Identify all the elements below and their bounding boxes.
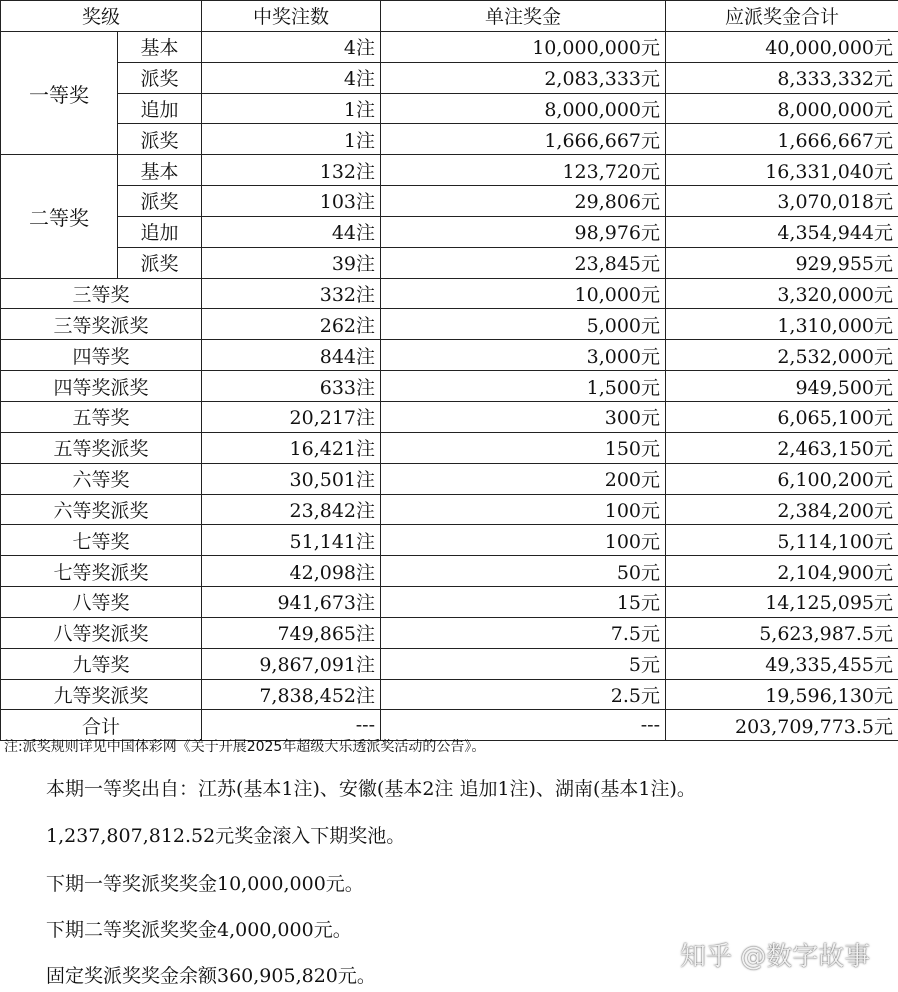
total-cell: 5,114,100元 <box>666 525 898 556</box>
level-cell: 五等奖 <box>1 401 202 432</box>
total-cell: 2,384,200元 <box>666 494 898 525</box>
table-row <box>1 617 898 648</box>
count-cell: 4注 <box>202 62 381 93</box>
sub-level: 基本 <box>118 155 202 186</box>
total-cell: 8,000,000元 <box>666 93 898 124</box>
total-cell: 16,331,040元 <box>666 155 898 186</box>
table-row <box>1 216 898 247</box>
paragraph-next-second-bonus: 下期二等奖派奖奖金4,000,000元。 <box>46 919 352 941</box>
table-row <box>1 62 898 93</box>
single-cell: 2.5元 <box>381 679 666 710</box>
table-row <box>1 494 898 525</box>
header-level: 奖级 <box>1 1 202 32</box>
single-cell: 100元 <box>381 525 666 556</box>
paragraph-next-first-bonus: 下期一等奖派奖奖金10,000,000元。 <box>46 873 364 895</box>
count-cell: 42,098注 <box>202 556 381 587</box>
single-cell: 7.5元 <box>381 617 666 648</box>
single-cell: 29,806元 <box>381 186 666 217</box>
count-cell: 44注 <box>202 216 381 247</box>
total-cell: 929,955元 <box>666 247 898 278</box>
table-row <box>1 309 898 340</box>
single-cell: 200元 <box>381 463 666 494</box>
paragraph-first-prize-origin: 本期一等奖出自：江苏(基本1注)、安徽(基本2注 追加1注)、湖南(基本1注)。 <box>46 778 696 800</box>
count-cell: 20,217注 <box>202 401 381 432</box>
sub-level: 派奖 <box>118 62 202 93</box>
table-row <box>1 93 898 124</box>
count-cell: 7,838,452注 <box>202 679 381 710</box>
single-cell: 3,000元 <box>381 340 666 371</box>
level-cell: 六等奖 <box>1 463 202 494</box>
table-row <box>1 124 898 155</box>
level-cell: 六等奖派奖 <box>1 494 202 525</box>
single-cell: 300元 <box>381 401 666 432</box>
single-cell: 5元 <box>381 648 666 679</box>
count-cell: 1注 <box>202 93 381 124</box>
sub-level: 追加 <box>118 216 202 247</box>
count-cell: 9,867,091注 <box>202 648 381 679</box>
total-cell: 8,333,332元 <box>666 62 898 93</box>
level-cell: 九等奖 <box>1 648 202 679</box>
count-cell: 16,421注 <box>202 432 381 463</box>
level-cell: 七等奖派奖 <box>1 556 202 587</box>
total-cell: 49,335,455元 <box>666 648 898 679</box>
total-cell: 3,070,018元 <box>666 186 898 217</box>
level-cell: 三等奖 <box>1 278 202 309</box>
single-cell: 5,000元 <box>381 309 666 340</box>
total-cell: 4,354,944元 <box>666 216 898 247</box>
total-cell: 1,666,667元 <box>666 124 898 155</box>
sub-level: 追加 <box>118 93 202 124</box>
single-cell: 10,000,000元 <box>381 31 666 62</box>
sub-level: 派奖 <box>118 186 202 217</box>
count-cell: 633注 <box>202 371 381 402</box>
table-row <box>1 155 898 186</box>
count-cell: 30,501注 <box>202 463 381 494</box>
single-cell: 123,720元 <box>381 155 666 186</box>
count-cell: 262注 <box>202 309 381 340</box>
single-cell: 23,845元 <box>381 247 666 278</box>
header-single: 单注奖金 <box>381 1 666 32</box>
table-row <box>1 525 898 556</box>
header-total: 应派奖金合计 <box>666 1 898 32</box>
table-row <box>1 432 898 463</box>
level-cell: 七等奖 <box>1 525 202 556</box>
level-cell: 四等奖派奖 <box>1 371 202 402</box>
single-cell: 50元 <box>381 556 666 587</box>
table-row <box>1 247 898 278</box>
table-row <box>1 648 898 679</box>
table-row <box>1 679 898 710</box>
total-cell: 40,000,000元 <box>666 31 898 62</box>
table-row <box>1 587 898 618</box>
level-cell: 八等奖 <box>1 587 202 618</box>
count-cell: 103注 <box>202 186 381 217</box>
total-cell: 949,500元 <box>666 371 898 402</box>
single-cell: 1,666,667元 <box>381 124 666 155</box>
paragraph-fixed-bonus-balance: 固定奖派奖奖金余额360,905,820元。 <box>46 965 376 987</box>
single-cell: 2,083,333元 <box>381 62 666 93</box>
count-cell: 844注 <box>202 340 381 371</box>
count-cell: 39注 <box>202 247 381 278</box>
level-cell: 九等奖派奖 <box>1 679 202 710</box>
table-row <box>1 556 898 587</box>
level-cell: 八等奖派奖 <box>1 617 202 648</box>
total-cell: 6,065,100元 <box>666 401 898 432</box>
count-cell: 4注 <box>202 31 381 62</box>
table-row <box>1 463 898 494</box>
table-header-row <box>1 1 898 32</box>
count-cell: 941,673注 <box>202 587 381 618</box>
single-cell: 100元 <box>381 494 666 525</box>
count-cell: 132注 <box>202 155 381 186</box>
table-row <box>1 340 898 371</box>
count-cell: 749,865注 <box>202 617 381 648</box>
total-cell: 19,596,130元 <box>666 679 898 710</box>
watermark: 知乎 @数字故事 <box>680 942 871 972</box>
single-cell: 8,000,000元 <box>381 93 666 124</box>
single-cell: 150元 <box>381 432 666 463</box>
total-cell: 3,320,000元 <box>666 278 898 309</box>
table-row <box>1 401 898 432</box>
group-label-second: 二等奖 <box>1 155 118 278</box>
level-cell: 三等奖派奖 <box>1 309 202 340</box>
count-cell: 332注 <box>202 278 381 309</box>
total-cell: 14,125,095元 <box>666 587 898 618</box>
total-cell: 1,310,000元 <box>666 309 898 340</box>
table-row <box>1 186 898 217</box>
sum-label: 合计 <box>1 710 202 741</box>
total-cell: 2,532,000元 <box>666 340 898 371</box>
single-cell: 10,000元 <box>381 278 666 309</box>
total-cell: 2,104,900元 <box>666 556 898 587</box>
table-row <box>1 31 898 62</box>
total-cell: 6,100,200元 <box>666 463 898 494</box>
single-cell: 1,500元 <box>381 371 666 402</box>
single-cell: 98,976元 <box>381 216 666 247</box>
group-label-first: 一等奖 <box>1 31 118 154</box>
paragraph-rollover: 1,237,807,812.52元奖金滚入下期奖池。 <box>46 825 406 847</box>
count-cell: 51,141注 <box>202 525 381 556</box>
sum-count: --- <box>202 710 381 741</box>
level-cell: 五等奖派奖 <box>1 432 202 463</box>
sub-level: 派奖 <box>118 247 202 278</box>
sum-total: 203,709,773.5元 <box>666 710 898 741</box>
footnote: 注:派奖规则详见中国体彩网《关于开展2025年超级大乐透派奖活动的公告》。 <box>4 739 486 755</box>
sum-single: --- <box>381 710 666 741</box>
count-cell: 1注 <box>202 124 381 155</box>
count-cell: 23,842注 <box>202 494 381 525</box>
sub-level: 基本 <box>118 31 202 62</box>
level-cell: 四等奖 <box>1 340 202 371</box>
table-row <box>1 371 898 402</box>
single-cell: 15元 <box>381 587 666 618</box>
table-row <box>1 278 898 309</box>
sub-level: 派奖 <box>118 124 202 155</box>
total-cell: 2,463,150元 <box>666 432 898 463</box>
total-cell: 5,623,987.5元 <box>666 617 898 648</box>
header-count: 中奖注数 <box>202 1 381 32</box>
